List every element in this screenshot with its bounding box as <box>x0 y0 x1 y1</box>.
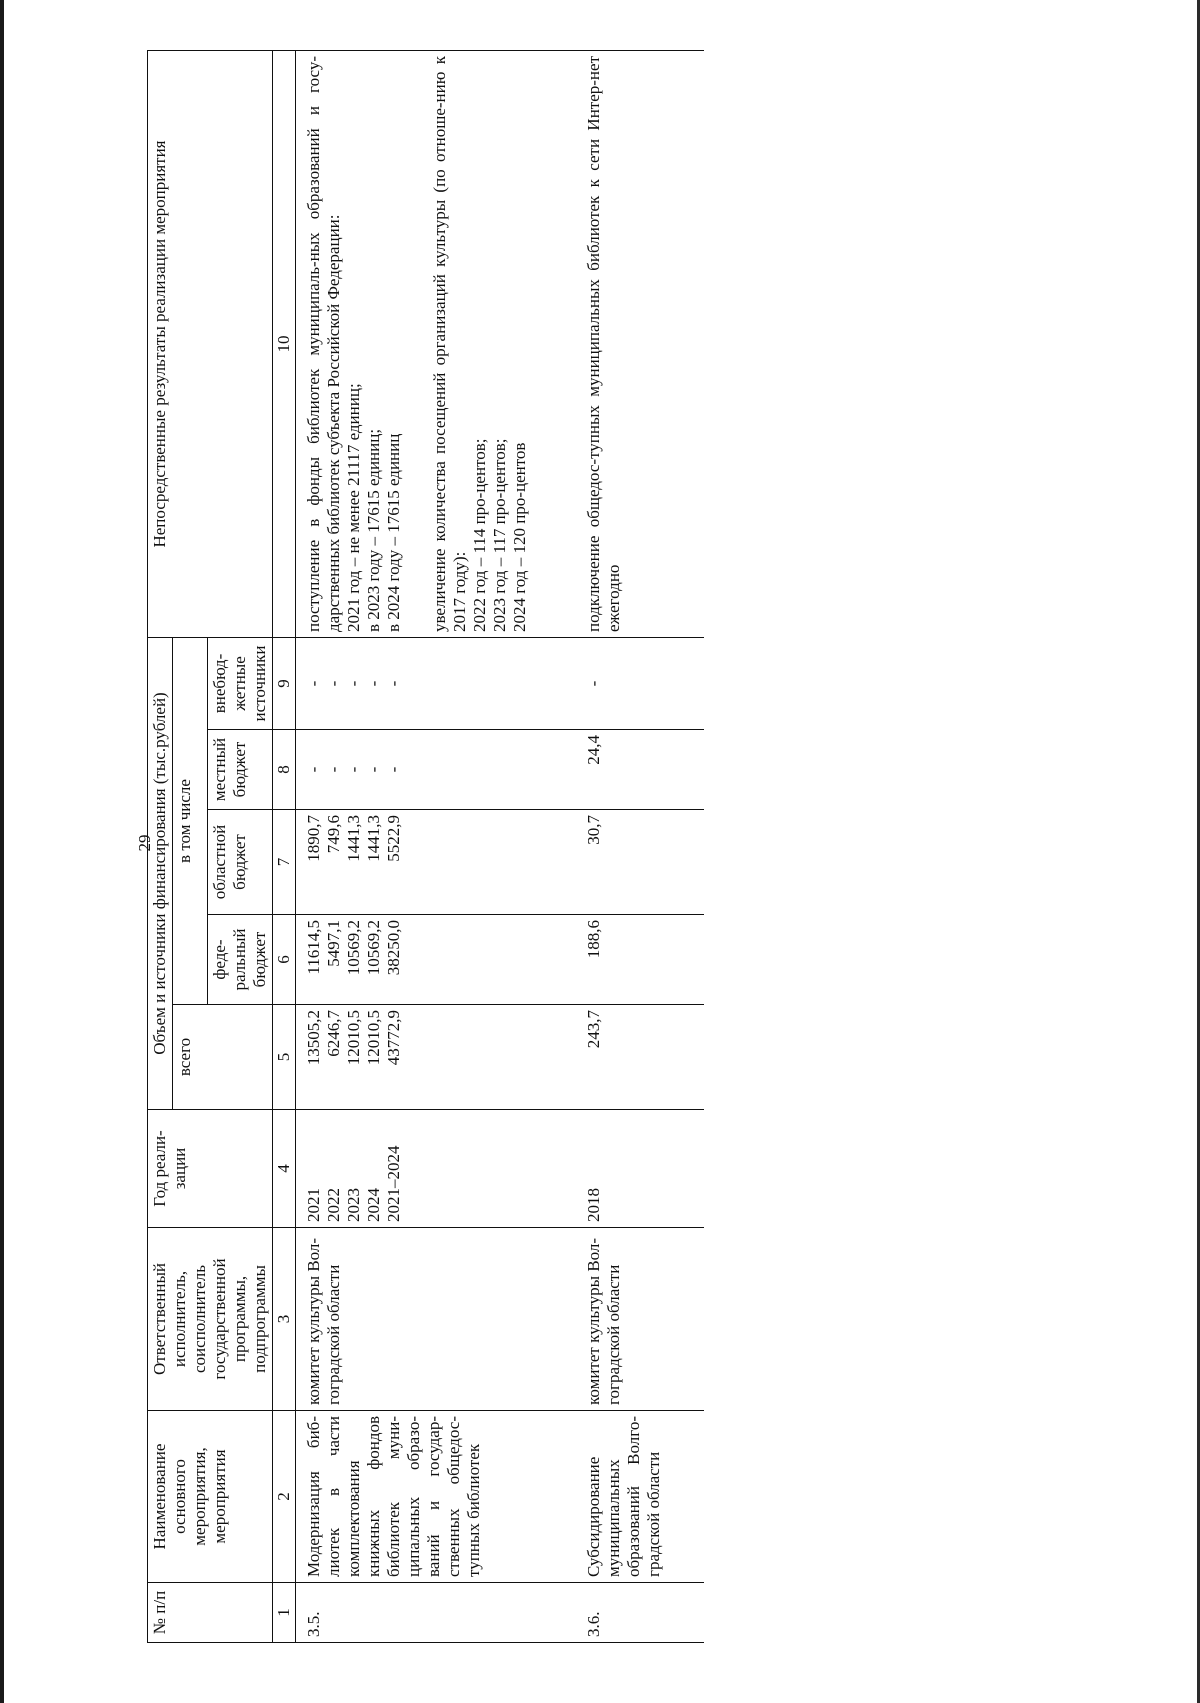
header-results: Непосредственные результаты реализации мероприятия <box>148 51 273 638</box>
result-text: поступление в фонды библиотек муниципаль-ных образований и госу-дарственных библиотек субъекта Российской Федерации: <box>304 56 343 632</box>
result-line: в 2024 году – 17615 единиц <box>384 433 403 632</box>
row-local: 24,4 <box>532 730 704 810</box>
result-line: 2023 год – 117 про-центов; <box>490 438 509 632</box>
column-number: 10 <box>273 51 296 638</box>
row-extra: - <box>532 638 704 730</box>
column-number: 9 <box>273 638 296 730</box>
row-local: - - - - - <box>296 730 533 810</box>
header-incl: в том числе <box>173 638 208 1005</box>
column-number: 8 <box>273 730 296 810</box>
row-federal: 188,6 <box>532 915 704 1005</box>
header-finance: Объем и источники финансирования (тыс.рублей) <box>148 638 173 1110</box>
header-federal: феде-ральный бюджет <box>208 915 273 1005</box>
result-line: 2022 год – 114 про-центов; <box>470 438 489 632</box>
program-table <box>147 50 704 1643</box>
table-row <box>296 51 533 1643</box>
result-line: 2021 год – не менее 21117 единиц; <box>344 383 363 632</box>
row-results <box>296 51 533 638</box>
row-federal: 11614,5 5497,1 10569,2 10569,2 38250,0 <box>296 915 533 1005</box>
row-number: 3.5. <box>296 1583 533 1643</box>
result-text: увеличение количества посещений организаций культуры (по отноше-нию к 2017 году): <box>430 56 469 632</box>
row-results: подключение общедос-тупных муниципальных библиотек к сети Интер-нет ежегодно <box>532 51 704 638</box>
row-number: 3.6. <box>532 1583 704 1643</box>
row-executor: комитет культуры Вол-гоградской области <box>532 1228 704 1411</box>
row-executor: комитет культуры Вол-гоградской области <box>296 1228 533 1411</box>
row-name: Модернизация биб-лиотек в части комплектования книжных фондов библиотек муни-ципальных образо-ваний и государ-ственных общедос-тупных библиотек <box>296 1411 533 1583</box>
row-name: Субсидирование муниципальных образований Волго-градской области <box>532 1411 704 1583</box>
header-executor: Ответственный исполнитель, соисполнитель государственной программы, подпрограммы <box>148 1228 273 1411</box>
row-years: 2021 2022 2023 2024 2021–2024 <box>296 1110 533 1228</box>
header-num: № п/п <box>148 1583 273 1643</box>
header-regional: областной бюджет <box>208 810 273 915</box>
result-line: 2024 год – 120 про-центов <box>510 442 529 632</box>
header-local: местный бюджет <box>208 730 273 810</box>
scan-edge-left <box>0 0 4 1703</box>
row-regional: 1890,7 749,6 1441,3 1441,3 5522,9 <box>296 810 533 915</box>
rotated-page <box>135 43 1095 1643</box>
column-number: 1 <box>273 1583 296 1643</box>
column-number: 2 <box>273 1411 296 1583</box>
column-number: 4 <box>273 1110 296 1228</box>
row-extra: - - - - - <box>296 638 533 730</box>
column-number: 6 <box>273 915 296 1005</box>
header-extra: внебюд-жетные источники <box>208 638 273 730</box>
row-regional: 30,7 <box>532 810 704 915</box>
column-number: 7 <box>273 810 296 915</box>
header-total: всего <box>173 1005 273 1110</box>
column-number: 3 <box>273 1228 296 1411</box>
row-total: 13505,2 6246,7 12010,5 12010,5 43772,9 <box>296 1005 533 1110</box>
page-number: 29 <box>135 834 154 852</box>
header-year: Год реали-зации <box>148 1110 273 1228</box>
header-name: Наименование основного мероприятия, мероприятия <box>148 1411 273 1583</box>
table-row <box>532 51 704 1643</box>
row-years: 2018 <box>532 1110 704 1228</box>
row-total: 243,7 <box>532 1005 704 1110</box>
result-line: в 2023 году – 17615 единиц; <box>364 428 383 632</box>
column-number: 5 <box>273 1005 296 1110</box>
